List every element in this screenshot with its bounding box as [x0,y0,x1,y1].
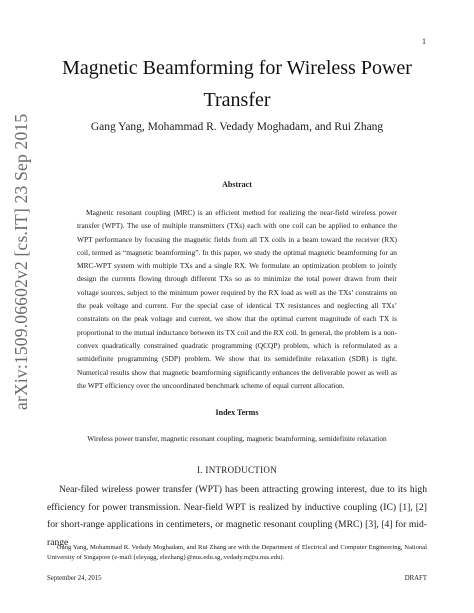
author-list: Gang Yang, Mohammad R. Vedady Moghadam, and Rui Zhang [90,121,384,133]
abstract-text: Magnetic resonant coupling (MRC) is an efficient method for realizing the near-field wireless power transfer (WPT). The use of multiple transmitters (TXs) each with one coil can be applied to enhance the WPT performance by focusing the magnetic fields from all TX coils in a beam toward the receiver (RX) coil, termed as “magnetic beamforming”. In this paper, we study the optimal magnetic beamforming for an MRC-WPT system with multiple TXs and a single RX. We formulate an optimization problem to jointly design the currents flowing through different TXs so as to minimize the total power drawn from their voltage sources, subject to the minimum power required by the RX load as well as the TXs’ constraints on the peak voltage and current. For the special case of identical TX resistances and neglecting all TXs’ constraints on the peak voltage and current, we show that the optimal current magnitude of each TX is proportional to the mutual inductance between its TX coil and the RX coil. In general, the problem is a non-convex quadratically constrained quadratic programming (QCQP) problem, which is reformulated as a semidefinite programming (SDP) problem. We show that its semidefinite relaxation (SDR) is tight. Numerical results show that magnetic beamforming significantly enhances the deliverable power as well as the WPT efficiency over the uncoordinated benchmark scheme of equal current allocation. [77,208,397,390]
section-body-text: Near-filed wireless power transfer (WPT) has been attracting growing interest, due to its high efficiency for power transmission. Near-field WPT is realized by inductive coupling (IC) [1], [2] for short-range applications in centimeters, or magnetic resonant coupling (MRC) [3], [4] for mid-range [47,484,427,548]
footer-date: September 24, 2015 [47,575,102,582]
author-affiliation-footnote: Gang Yang, Mohammad R. Vedady Moghadam, and Rui Zhang are with the Department of Electrical and Computer Engineering, National University of Singapore (e-mail:{eleyagg, elezhang}@nus.edu.sg, vedady.m@u.nus.edu). [47,544,427,561]
section-heading: I. INTRODUCTION [197,465,277,475]
index-terms-heading: Index Terms [215,408,259,417]
index-terms-text: Wireless power transfer, magnetic resonant coupling, magnetic beamforming, semidefinite relaxation [87,434,387,443]
paper-title: Magnetic Beamforming for Wireless Power Transfer [62,57,412,111]
abstract-heading: Abstract [222,180,252,189]
footer-draft-label: DRAFT [404,575,427,582]
arxiv-stamp: arXiv:1509.06602v2 [cs.IT] 23 Sep 2015 [11,113,31,410]
page-number: 1 [422,37,426,46]
